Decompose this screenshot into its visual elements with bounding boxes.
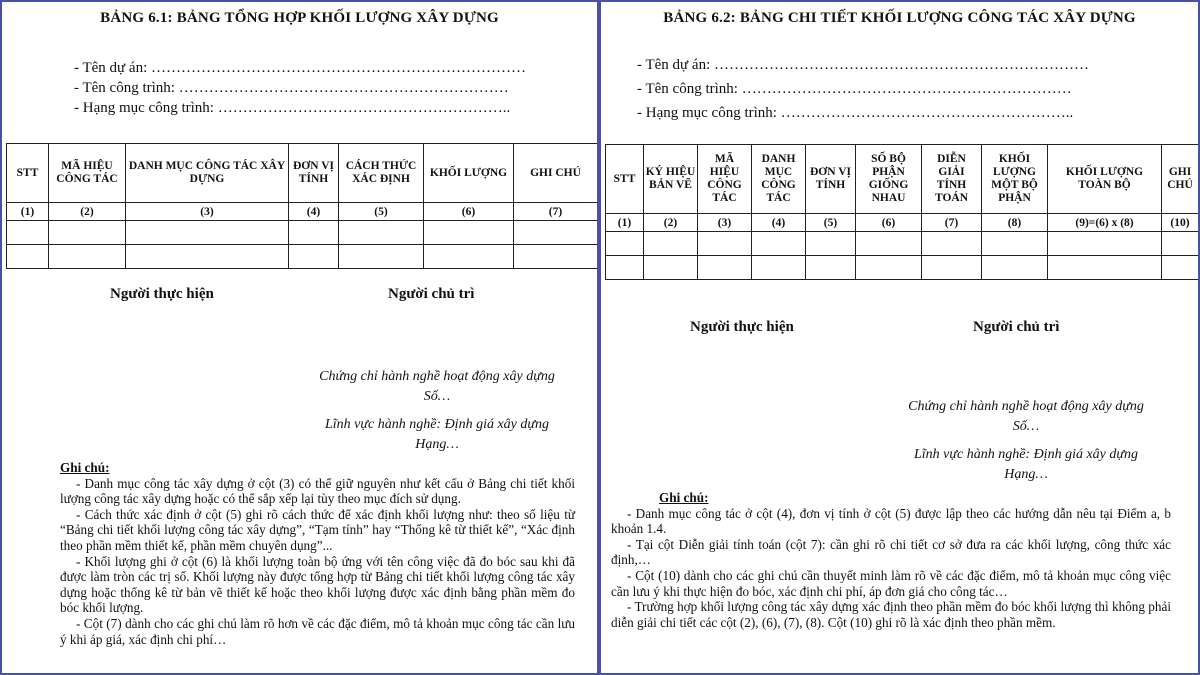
column-number: (3)	[126, 203, 289, 221]
cert-line: Lĩnh vực hành nghề: Định giá xây dựng	[913, 447, 1139, 462]
panel-title: BẢNG 6.2: BẢNG CHI TIẾT KHỐI LƯỢNG CÔNG TÁC XÂY DỰNG	[663, 10, 1136, 26]
cert-line: Số…	[423, 389, 451, 404]
column-header: KHỐI LƯỢNG TOÀN BỘ	[1048, 145, 1162, 214]
column-header: MÃ HIỆU CÔNG TÁC	[698, 145, 752, 214]
notes-section	[611, 490, 1171, 630]
column-header: ĐƠN VỊ TÍNH	[806, 145, 856, 214]
signature-chief: Người chủ trì	[973, 319, 1060, 335]
column-header: DIỄN GIẢI TÍNH TOÁN	[922, 145, 982, 214]
certificate-block	[292, 367, 582, 455]
cert-line: Chứng chỉ hành nghề hoạt động xây dựng	[319, 369, 555, 384]
field-work-item: - Hạng mục công trình: …………………………………………………..	[74, 100, 511, 116]
column-header: STT	[7, 144, 49, 203]
column-header: MÃ HIỆU CÔNG TÁC	[49, 144, 126, 203]
table-row	[7, 245, 598, 269]
summary-table	[6, 143, 598, 269]
panel-table-6-2	[599, 0, 1200, 675]
column-header: CÁCH THỨC XÁC ĐỊNH	[339, 144, 424, 203]
cert-line: Lĩnh vực hành nghề: Định giá xây dựng	[324, 417, 550, 432]
field-project-name: - Tên dự án: …………………………………………………………………	[637, 57, 1089, 73]
note-item: - Danh mục công tác xây dựng ở cột (3) có thể giữ nguyên như kết cấu ở Bảng chi tiết khối lượng công tác xây dựng hoặc có thể sắp xếp lại tùy theo mục đích sử dụng.	[60, 475, 575, 507]
column-number: (1)	[7, 203, 49, 221]
notes-heading: Ghi chú:	[60, 460, 110, 475]
column-number: (9)=(6) x (8)	[1048, 214, 1162, 232]
column-header: STT	[606, 145, 644, 214]
notes-section	[60, 460, 575, 647]
column-number: (8)	[982, 214, 1048, 232]
signature-performer: Người thực hiện	[110, 286, 214, 302]
table-header-row	[606, 145, 1199, 214]
column-header: KHỐI LƯỢNG	[424, 144, 514, 203]
column-header: KÝ HIỆU BẢN VẼ	[644, 145, 698, 214]
cert-line: Hạng…	[1004, 467, 1048, 482]
note-item: - Cột (7) dành cho các ghi chú làm rõ hơn về các đặc điểm, mô tả khoản mục công tác cần lưu ý khi áp giá, xác định chi phí…	[60, 615, 575, 647]
column-number: (5)	[339, 203, 424, 221]
panel-table-6-1	[0, 0, 599, 675]
column-number: (7)	[922, 214, 982, 232]
column-header: GHI CHÚ	[514, 144, 598, 203]
note-item: - Tại cột Diễn giải tính toán (cột 7): cần ghi rõ chi tiết cơ sở đưa ra các khối lượng, công thức xác định,…	[611, 536, 1171, 568]
field-construction-name: - Tên công trình: …………………………………………………………	[74, 80, 509, 96]
column-number-row	[7, 203, 598, 221]
column-number: (4)	[289, 203, 339, 221]
table-row	[7, 221, 598, 245]
table-row	[606, 256, 1199, 280]
column-header: SỐ BỘ PHẬN GIỐNG NHAU	[856, 145, 922, 214]
note-item: - Cột (10) dành cho các ghi chú cần thuyết minh làm rõ về các đặc điểm, mô tả khoản mục công việc cần lưu ý khi thực hiện đo bóc, xác định chi phí, áp đơn giá cho công tác…	[611, 567, 1171, 599]
field-work-item: - Hạng mục công trình: …………………………………………………..	[637, 105, 1074, 121]
note-item: - Khối lượng ghi ở cột (6) là khối lượng toàn bộ ứng với tên công việc đã đo bóc sau khi đã được làm tròn các trị số. Khối lượng này được tổng hợp từ Bảng chi tiết khối lượng công tác xây dựng hoặc thống kê từ bản vẽ thiết kế hoặc theo khối lượng được xác định bằng phần mềm đo bóc khối lượng.	[60, 553, 575, 616]
project-fields	[74, 58, 526, 118]
column-number: (6)	[856, 214, 922, 232]
certificate-block	[881, 397, 1171, 485]
column-header: GHI CHÚ	[1162, 145, 1199, 214]
column-number: (2)	[644, 214, 698, 232]
field-project-name: - Tên dự án: …………………………………………………………………	[74, 60, 526, 76]
cert-line: Số…	[1012, 419, 1040, 434]
column-number: (10)	[1162, 214, 1199, 232]
table-header-row	[7, 144, 598, 203]
note-item: - Cách thức xác định ở cột (5) ghi rõ cách thức để xác định khối lượng như: theo số liệu từ “Bảng chi tiết khối lượng công tác xây dựng”, “Tạm tính” hay “Thống kê từ thiết kế”, “Xác định theo phần mềm thiết kế, phần mềm chuyên dụng”...	[60, 506, 575, 553]
note-item: - Danh mục công tác ở cột (4), đơn vị tính ở cột (5) được lập theo các hướng dẫn nêu tại Điểm a, b khoản 1.4.	[611, 505, 1171, 537]
notes-heading: Ghi chú:	[659, 490, 709, 505]
column-header: DANH MỤC CÔNG TÁC XÂY DỰNG	[126, 144, 289, 203]
column-number: (2)	[49, 203, 126, 221]
column-number: (1)	[606, 214, 644, 232]
detail-table	[605, 144, 1199, 280]
cert-line: Hạng…	[415, 437, 459, 452]
column-number: (4)	[752, 214, 806, 232]
column-number: (5)	[806, 214, 856, 232]
note-item: - Trường hợp khối lượng công tác xây dựng xác định theo phần mềm đo bóc khối lượng thì không phải diễn giải chi tiết các cột (2), (6), (7), (8). Cột (10) ghi rõ là xác định theo phần mềm.	[611, 599, 1171, 630]
column-number: (6)	[424, 203, 514, 221]
column-number: (7)	[514, 203, 598, 221]
field-construction-name: - Tên công trình: …………………………………………………………	[637, 81, 1072, 97]
column-header: DANH MỤC CÔNG TÁC	[752, 145, 806, 214]
column-number-row	[606, 214, 1199, 232]
signature-chief: Người chủ trì	[388, 286, 475, 302]
project-fields	[637, 53, 1089, 125]
table-row	[606, 232, 1199, 256]
column-header: ĐƠN VỊ TÍNH	[289, 144, 339, 203]
column-number: (3)	[698, 214, 752, 232]
column-header: KHỐI LƯỢNG MỘT BỘ PHẬN	[982, 145, 1048, 214]
signature-performer: Người thực hiện	[690, 319, 794, 335]
panel-title: BẢNG 6.1: BẢNG TỔNG HỢP KHỐI LƯỢNG XÂY DỰNG	[100, 10, 499, 26]
cert-line: Chứng chỉ hành nghề hoạt động xây dựng	[908, 399, 1144, 414]
